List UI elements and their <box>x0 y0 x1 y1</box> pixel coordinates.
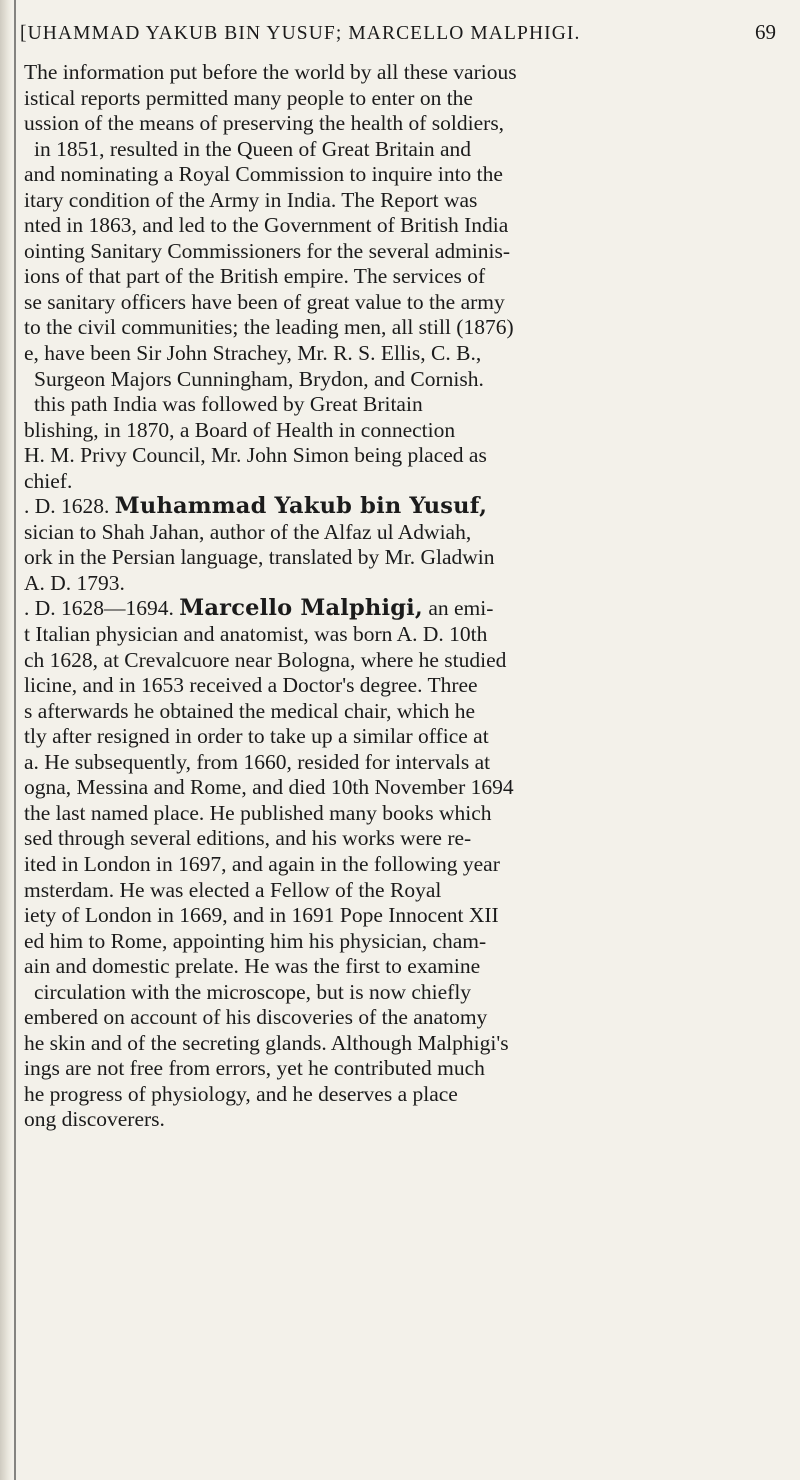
line-text: iety of London in 1669, and in 1691 Pope Innocent XII <box>24 903 499 928</box>
line-text: ited in London in 1697, and again in the following year <box>24 851 500 876</box>
line-tail-text: an emi- <box>428 596 494 621</box>
text-line <box>24 903 788 929</box>
line-text: ain and domestic prelate. He was the first to examine <box>24 954 481 979</box>
line-text: in 1851, resulted in the Queen of Great Britain and <box>34 136 472 161</box>
line-text: H. M. Privy Council, Mr. John Simon being placed as <box>24 443 487 468</box>
line-text: blishing, in 1870, a Board of Health in connection <box>24 417 456 442</box>
text-line <box>24 648 788 674</box>
text-line <box>24 878 788 904</box>
text-line <box>24 1056 788 1082</box>
body-text <box>24 60 788 1133</box>
text-line <box>24 520 788 546</box>
line-text: chief. <box>24 468 73 493</box>
page-binding-edge <box>14 0 16 1480</box>
text-line <box>24 367 788 393</box>
text-line <box>24 392 788 418</box>
line-text: itary condition of the Army in India. The Report was <box>24 187 478 212</box>
line-text: ogna, Messina and Rome, and died 10th November 1694 <box>24 775 514 800</box>
entry-heading: Muhammad Yakub bin Yusuf, <box>114 494 488 520</box>
text-line <box>24 315 788 341</box>
line-text: s afterwards he obtained the medical chair, which he <box>24 698 476 723</box>
text-line <box>24 1031 788 1057</box>
text-line <box>24 162 788 188</box>
line-text: this path India was followed by Great Britain <box>34 392 423 417</box>
line-text: circulation with the microscope, but is now chiefly <box>34 979 472 1004</box>
text-line <box>24 86 788 112</box>
page-number: 69 <box>755 20 776 44</box>
line-text: t Italian physician and anatomist, was born A. D. 10th <box>24 622 488 647</box>
text-line <box>24 980 788 1006</box>
text-line <box>24 750 788 776</box>
text-line <box>24 418 788 444</box>
line-text: ions of that part of the British empire. The services of <box>24 264 486 289</box>
line-text: ong discoverers. <box>24 1107 165 1132</box>
line-text: sician to Shah Jahan, author of the Alfaz ul Adwiah, <box>24 519 472 544</box>
text-line <box>24 469 788 495</box>
text-line <box>24 622 788 648</box>
text-line <box>24 596 788 622</box>
entry-heading: Marcello Malphigi, <box>179 596 423 622</box>
line-text: to the civil communities; the leading men, all still (1876) <box>24 315 514 340</box>
text-line <box>24 443 788 469</box>
line-text: . D. 1628—1694. <box>24 596 174 621</box>
line-text: licine, and in 1653 received a Doctor's degree. Three <box>24 673 478 698</box>
line-text: A. D. 1793. <box>24 570 125 595</box>
text-line <box>24 60 788 86</box>
text-line <box>24 724 788 750</box>
line-text: he skin and of the secreting glands. Although Malphigi's <box>24 1030 509 1055</box>
text-line <box>24 775 788 801</box>
line-text: a. He subsequently, from 1660, resided for intervals at <box>24 749 491 774</box>
line-text: ch 1628, at Crevalcuore near Bologna, where he studied <box>24 647 507 672</box>
line-text: nted in 1863, and led to the Government of British India <box>24 213 509 238</box>
text-line <box>24 1005 788 1031</box>
text-line <box>24 801 788 827</box>
line-text: the last named place. He published many books which <box>24 800 492 825</box>
text-line <box>24 571 788 597</box>
text-line <box>24 239 788 265</box>
line-text: e, have been Sir John Strachey, Mr. R. S. Ellis, C. B., <box>24 341 482 366</box>
line-text: . D. 1628. <box>24 494 110 519</box>
text-line <box>24 290 788 316</box>
text-line <box>24 954 788 980</box>
text-line <box>24 1082 788 1108</box>
text-line <box>24 545 788 571</box>
text-line <box>24 137 788 163</box>
running-title: [UHAMMAD YAKUB BIN YUSUF; MARCELLO MALPHIGI. <box>20 23 581 44</box>
line-text: and nominating a Royal Commission to inquire into the <box>24 162 503 187</box>
line-text: msterdam. He was elected a Fellow of the Royal <box>24 877 442 902</box>
text-line <box>24 673 788 699</box>
line-text: ork in the Persian language, translated by Mr. Gladwin <box>24 545 495 570</box>
text-line <box>24 494 788 520</box>
line-text: he progress of physiology, and he deserves a place <box>24 1081 458 1106</box>
text-line <box>24 826 788 852</box>
page-gutter-shadow <box>0 0 12 1480</box>
line-text: embered on account of his discoveries of the anatomy <box>24 1005 488 1030</box>
line-text: tly after resigned in order to take up a similar office at <box>24 724 489 749</box>
text-line <box>24 699 788 725</box>
line-text: se sanitary officers have been of great value to the army <box>24 289 505 314</box>
text-line <box>24 111 788 137</box>
text-line <box>24 929 788 955</box>
line-text: ussion of the means of preserving the health of soldiers, <box>24 111 505 136</box>
line-text: The information put before the world by all these various <box>24 60 517 84</box>
line-text: ings are not free from errors, yet he contributed much <box>24 1056 485 1081</box>
text-line <box>24 213 788 239</box>
text-line <box>24 188 788 214</box>
line-text: ointing Sanitary Commissioners for the several adminis- <box>24 238 511 263</box>
line-text: istical reports permitted many people to enter on the <box>24 85 473 110</box>
line-text: Surgeon Majors Cunningham, Brydon, and Cornish. <box>34 366 484 391</box>
line-text: sed through several editions, and his works were re- <box>24 826 472 851</box>
running-header <box>20 20 790 45</box>
text-line <box>24 1107 788 1133</box>
line-text: ed him to Rome, appointing him his physician, cham- <box>24 928 487 953</box>
text-line <box>24 341 788 367</box>
text-line <box>24 264 788 290</box>
text-line <box>24 852 788 878</box>
